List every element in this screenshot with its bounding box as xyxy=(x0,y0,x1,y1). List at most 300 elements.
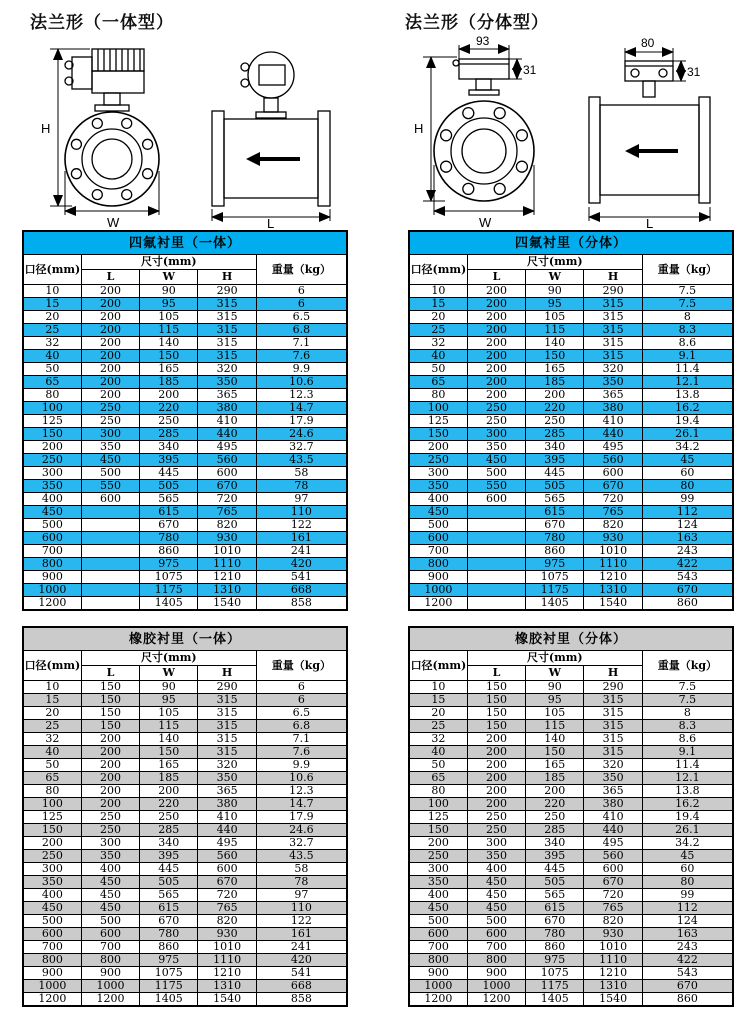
table-row xyxy=(23,941,347,954)
cell: 505 xyxy=(526,480,584,493)
col-header-l: L xyxy=(467,270,525,285)
cell: 560 xyxy=(584,454,642,467)
table-row xyxy=(23,772,347,785)
cell: 250 xyxy=(140,811,198,824)
table-rubber-integrated xyxy=(22,626,348,1007)
cell: 900 xyxy=(409,571,467,584)
table-row xyxy=(409,402,733,415)
table-row xyxy=(409,681,733,694)
cell: 500 xyxy=(467,467,525,480)
cell: 50 xyxy=(23,759,81,772)
cell: 150 xyxy=(81,707,139,720)
table-row xyxy=(23,746,347,759)
right-flange xyxy=(699,97,710,203)
cell: 110 xyxy=(256,902,347,915)
cell: 150 xyxy=(23,824,81,837)
table-row xyxy=(23,545,347,558)
table-row xyxy=(409,467,733,480)
cell: 97 xyxy=(256,889,347,902)
col-header-diameter: 口径(mm) xyxy=(409,651,467,681)
cell: 400 xyxy=(23,493,81,506)
cell: 500 xyxy=(409,519,467,532)
table-row xyxy=(409,824,733,837)
cell: 600 xyxy=(198,863,256,876)
cell: 450 xyxy=(467,876,525,889)
cell: 7.5 xyxy=(642,681,733,694)
cell: 860 xyxy=(526,545,584,558)
cell: 300 xyxy=(23,467,81,480)
cell: 25 xyxy=(409,720,467,733)
cell: 380 xyxy=(198,402,256,415)
cell: 600 xyxy=(198,467,256,480)
cell: 290 xyxy=(584,285,642,298)
integrated-diagram-block xyxy=(0,0,375,228)
cell: 1405 xyxy=(526,597,584,611)
cell: 720 xyxy=(584,493,642,506)
cell: 100 xyxy=(23,402,81,415)
table-row xyxy=(409,811,733,824)
cell: 615 xyxy=(526,902,584,915)
table-row xyxy=(409,584,733,597)
cell xyxy=(467,584,525,597)
cell: 150 xyxy=(526,746,584,759)
cell: 615 xyxy=(140,506,198,519)
cell: 250 xyxy=(409,850,467,863)
cell: 560 xyxy=(198,454,256,467)
l-label: L xyxy=(646,216,654,229)
cell: 10.6 xyxy=(256,772,347,785)
cell: 550 xyxy=(467,480,525,493)
cell: 1310 xyxy=(584,980,642,993)
col-header-h: H xyxy=(584,666,642,681)
cell: 350 xyxy=(81,850,139,863)
cell: 820 xyxy=(584,915,642,928)
cell: 505 xyxy=(526,876,584,889)
cell: 400 xyxy=(409,493,467,506)
cell: 17.9 xyxy=(256,415,347,428)
cell: 668 xyxy=(256,980,347,993)
right-flange xyxy=(318,111,330,206)
table-row xyxy=(23,733,347,746)
cell: 15 xyxy=(409,298,467,311)
cell: 560 xyxy=(584,850,642,863)
cell: 800 xyxy=(81,954,139,967)
cell: 285 xyxy=(140,428,198,441)
cell: 440 xyxy=(584,824,642,837)
table-row xyxy=(409,376,733,389)
table-row xyxy=(409,785,733,798)
cell: 300 xyxy=(81,837,139,850)
neck xyxy=(643,81,655,97)
cell: 543 xyxy=(642,967,733,980)
h-label: H xyxy=(414,121,424,136)
cell: 1310 xyxy=(584,584,642,597)
cell: 220 xyxy=(526,798,584,811)
table-row xyxy=(23,798,347,811)
junction-box-icon xyxy=(625,61,673,81)
cell: 1210 xyxy=(198,571,256,584)
cell: 1405 xyxy=(140,597,198,611)
cell: 140 xyxy=(526,733,584,746)
cell: 200 xyxy=(81,785,139,798)
neck xyxy=(264,98,278,112)
cell: 315 xyxy=(198,337,256,350)
cell: 200 xyxy=(467,759,525,772)
cell: 285 xyxy=(526,824,584,837)
cell: 1010 xyxy=(198,941,256,954)
cell: 65 xyxy=(409,376,467,389)
cell: 290 xyxy=(198,285,256,298)
table-row xyxy=(23,337,347,350)
cell: 20 xyxy=(409,707,467,720)
cell: 125 xyxy=(23,811,81,824)
cell: 250 xyxy=(81,415,139,428)
table-row xyxy=(23,824,347,837)
cell: 50 xyxy=(409,363,467,376)
cell: 6.8 xyxy=(256,720,347,733)
table-row xyxy=(23,506,347,519)
cell: 765 xyxy=(584,506,642,519)
cell: 670 xyxy=(140,915,198,928)
cell: 700 xyxy=(81,941,139,954)
cell: 420 xyxy=(256,954,347,967)
cell: 1200 xyxy=(81,993,139,1007)
cell: 10 xyxy=(23,285,81,298)
cell: 541 xyxy=(256,571,347,584)
cell: 8 xyxy=(642,707,733,720)
cell xyxy=(81,597,139,611)
col-header-weight: 重量（kg） xyxy=(256,651,347,681)
col-header-h: H xyxy=(198,666,256,681)
cell: 285 xyxy=(526,428,584,441)
cell: 720 xyxy=(198,493,256,506)
cell: 1200 xyxy=(23,993,81,1007)
cell: 250 xyxy=(81,402,139,415)
cell: 500 xyxy=(81,915,139,928)
cell: 780 xyxy=(140,928,198,941)
cell: 200 xyxy=(81,298,139,311)
table-row xyxy=(23,467,347,480)
collar xyxy=(95,105,129,111)
cell: 410 xyxy=(198,811,256,824)
cell: 125 xyxy=(409,415,467,428)
cell: 25 xyxy=(23,720,81,733)
cell: 11.4 xyxy=(642,759,733,772)
cell: 975 xyxy=(140,954,198,967)
cell: 200 xyxy=(81,324,139,337)
cell: 1200 xyxy=(409,993,467,1007)
cell: 1310 xyxy=(198,584,256,597)
cell: 13.8 xyxy=(642,389,733,402)
cell: 150 xyxy=(140,746,198,759)
table-row xyxy=(409,876,733,889)
col-header-size: 尺寸(mm) xyxy=(467,651,642,666)
cell: 320 xyxy=(198,759,256,772)
cell: 45 xyxy=(642,454,733,467)
table-row xyxy=(409,720,733,733)
split-diagram-block xyxy=(375,0,750,228)
table-row xyxy=(409,837,733,850)
cell: 200 xyxy=(467,798,525,811)
table-row xyxy=(409,428,733,441)
cell: 243 xyxy=(642,545,733,558)
cell: 250 xyxy=(23,850,81,863)
table-row xyxy=(23,350,347,363)
cell: 80 xyxy=(642,480,733,493)
cell: 11.4 xyxy=(642,363,733,376)
cell: 12.1 xyxy=(642,772,733,785)
flange-front xyxy=(65,112,159,206)
cell: 600 xyxy=(23,532,81,545)
cell: 505 xyxy=(140,480,198,493)
col-header-diameter: 口径(mm) xyxy=(23,651,81,681)
col-header-h: H xyxy=(584,270,642,285)
cell: 720 xyxy=(198,889,256,902)
table-row xyxy=(23,584,347,597)
cell: 14.7 xyxy=(256,402,347,415)
table-row xyxy=(409,863,733,876)
cell: 6 xyxy=(256,694,347,707)
cell: 200 xyxy=(23,441,81,454)
cell: 200 xyxy=(467,785,525,798)
cell: 185 xyxy=(526,376,584,389)
cell: 250 xyxy=(467,402,525,415)
cell: 500 xyxy=(409,915,467,928)
cell: 112 xyxy=(642,506,733,519)
cell: 150 xyxy=(467,707,525,720)
col-header-w: W xyxy=(526,270,584,285)
cell: 500 xyxy=(23,915,81,928)
cell: 200 xyxy=(81,337,139,350)
front-box-height-label: 31 xyxy=(523,63,537,77)
cell: 19.4 xyxy=(642,811,733,824)
cell: 7.5 xyxy=(642,694,733,707)
table-row xyxy=(23,415,347,428)
table-row xyxy=(23,915,347,928)
cell: 495 xyxy=(198,837,256,850)
cell: 422 xyxy=(642,558,733,571)
cell: 445 xyxy=(140,467,198,480)
cell: 450 xyxy=(467,454,525,467)
col-header-size: 尺寸(mm) xyxy=(467,255,642,270)
table-row xyxy=(23,889,347,902)
cell: 200 xyxy=(467,389,525,402)
cell: 241 xyxy=(256,545,347,558)
cell: 200 xyxy=(467,324,525,337)
cell: 315 xyxy=(584,324,642,337)
cell: 8.6 xyxy=(642,733,733,746)
cell: 200 xyxy=(81,772,139,785)
cell: 930 xyxy=(198,928,256,941)
cell: 1075 xyxy=(140,571,198,584)
cell: 1010 xyxy=(584,941,642,954)
table-row xyxy=(409,746,733,759)
cell: 700 xyxy=(467,941,525,954)
cell: 32 xyxy=(23,733,81,746)
cell: 65 xyxy=(23,376,81,389)
cell: 350 xyxy=(467,850,525,863)
cell: 150 xyxy=(409,428,467,441)
cell: 7.6 xyxy=(256,746,347,759)
cell: 820 xyxy=(198,519,256,532)
cell: 820 xyxy=(198,915,256,928)
cell: 395 xyxy=(140,454,198,467)
cell: 900 xyxy=(23,967,81,980)
cell: 65 xyxy=(409,772,467,785)
table-row xyxy=(409,928,733,941)
cell: 615 xyxy=(140,902,198,915)
col-header-size: 尺寸(mm) xyxy=(81,255,256,270)
table-row xyxy=(409,324,733,337)
cell: 670 xyxy=(526,519,584,532)
cell: 161 xyxy=(256,928,347,941)
cell: 24.6 xyxy=(256,824,347,837)
cell: 670 xyxy=(198,876,256,889)
cell: 50 xyxy=(409,759,467,772)
cell: 90 xyxy=(140,285,198,298)
split-side-view xyxy=(589,36,710,229)
cell: 60 xyxy=(642,467,733,480)
cell: 8.3 xyxy=(642,324,733,337)
table-row xyxy=(23,402,347,415)
cell: 115 xyxy=(140,324,198,337)
cell: 250 xyxy=(526,811,584,824)
cell: 315 xyxy=(198,298,256,311)
cell: 43.5 xyxy=(256,454,347,467)
cell: 900 xyxy=(81,967,139,980)
cell: 165 xyxy=(140,759,198,772)
cell: 670 xyxy=(642,584,733,597)
cell: 185 xyxy=(140,772,198,785)
cell: 95 xyxy=(140,298,198,311)
cell: 112 xyxy=(642,902,733,915)
cell: 290 xyxy=(198,681,256,694)
col-header-l: L xyxy=(81,666,139,681)
cell: 670 xyxy=(642,980,733,993)
cell: 220 xyxy=(140,798,198,811)
cell: 40 xyxy=(23,746,81,759)
cell: 315 xyxy=(198,311,256,324)
split-diagram xyxy=(375,33,750,229)
cell: 720 xyxy=(584,889,642,902)
cell: 670 xyxy=(198,480,256,493)
cell: 97 xyxy=(256,493,347,506)
cell: 315 xyxy=(198,350,256,363)
cell: 163 xyxy=(642,928,733,941)
cell: 15 xyxy=(23,298,81,311)
cell: 250 xyxy=(409,454,467,467)
table-row xyxy=(409,967,733,980)
cell: 780 xyxy=(140,532,198,545)
cell: 80 xyxy=(23,389,81,402)
cell: 315 xyxy=(584,720,642,733)
cell: 100 xyxy=(23,798,81,811)
cell: 930 xyxy=(584,928,642,941)
cell: 105 xyxy=(140,311,198,324)
cell: 340 xyxy=(526,837,584,850)
cell: 10.6 xyxy=(256,376,347,389)
cell: 241 xyxy=(256,941,347,954)
col-header-l: L xyxy=(467,666,525,681)
cell: 1000 xyxy=(409,584,467,597)
cell: 315 xyxy=(584,350,642,363)
cell: 365 xyxy=(198,785,256,798)
cell: 200 xyxy=(81,733,139,746)
cell: 6.8 xyxy=(256,324,347,337)
cell: 90 xyxy=(140,681,198,694)
cell: 20 xyxy=(409,311,467,324)
cell: 290 xyxy=(584,681,642,694)
cell: 315 xyxy=(584,694,642,707)
cell: 315 xyxy=(198,324,256,337)
cell: 125 xyxy=(409,811,467,824)
cell: 315 xyxy=(198,733,256,746)
cell: 9.9 xyxy=(256,759,347,772)
left-flange xyxy=(589,97,600,203)
cell: 16.2 xyxy=(642,402,733,415)
table-row xyxy=(409,558,733,571)
cell: 78 xyxy=(256,480,347,493)
cell: 315 xyxy=(584,733,642,746)
cell: 700 xyxy=(23,941,81,954)
cell: 1175 xyxy=(526,584,584,597)
cell: 9.9 xyxy=(256,363,347,376)
cell: 765 xyxy=(198,506,256,519)
cell: 505 xyxy=(140,876,198,889)
table-row xyxy=(23,363,347,376)
side-box-width-label: 80 xyxy=(641,36,655,50)
cell: 80 xyxy=(642,876,733,889)
cell: 800 xyxy=(467,954,525,967)
cell: 315 xyxy=(198,694,256,707)
cell: 150 xyxy=(140,350,198,363)
cell: 105 xyxy=(526,311,584,324)
integrated-front-view xyxy=(41,49,159,229)
cell: 315 xyxy=(584,298,642,311)
table-row xyxy=(23,837,347,850)
cell: 450 xyxy=(81,454,139,467)
cell: 6 xyxy=(256,298,347,311)
cell: 445 xyxy=(526,467,584,480)
cell: 45 xyxy=(642,850,733,863)
table-row xyxy=(409,350,733,363)
cell: 200 xyxy=(81,376,139,389)
table-row xyxy=(409,545,733,558)
cell: 350 xyxy=(467,441,525,454)
cell: 600 xyxy=(23,928,81,941)
cell: 200 xyxy=(81,363,139,376)
cell: 700 xyxy=(409,545,467,558)
table-row xyxy=(23,902,347,915)
cell: 900 xyxy=(467,967,525,980)
cell: 670 xyxy=(584,876,642,889)
cell: 200 xyxy=(467,363,525,376)
table-rubber-split xyxy=(408,626,734,1007)
cell: 1000 xyxy=(467,980,525,993)
table-row xyxy=(23,324,347,337)
table-row xyxy=(409,902,733,915)
cell xyxy=(81,506,139,519)
cell: 400 xyxy=(467,863,525,876)
cell: 12.3 xyxy=(256,389,347,402)
cell: 122 xyxy=(256,519,347,532)
cell: 220 xyxy=(526,402,584,415)
cell: 220 xyxy=(140,402,198,415)
table-row xyxy=(409,707,733,720)
cell: 25 xyxy=(409,324,467,337)
spec-tables xyxy=(0,228,750,1013)
cell: 765 xyxy=(584,902,642,915)
